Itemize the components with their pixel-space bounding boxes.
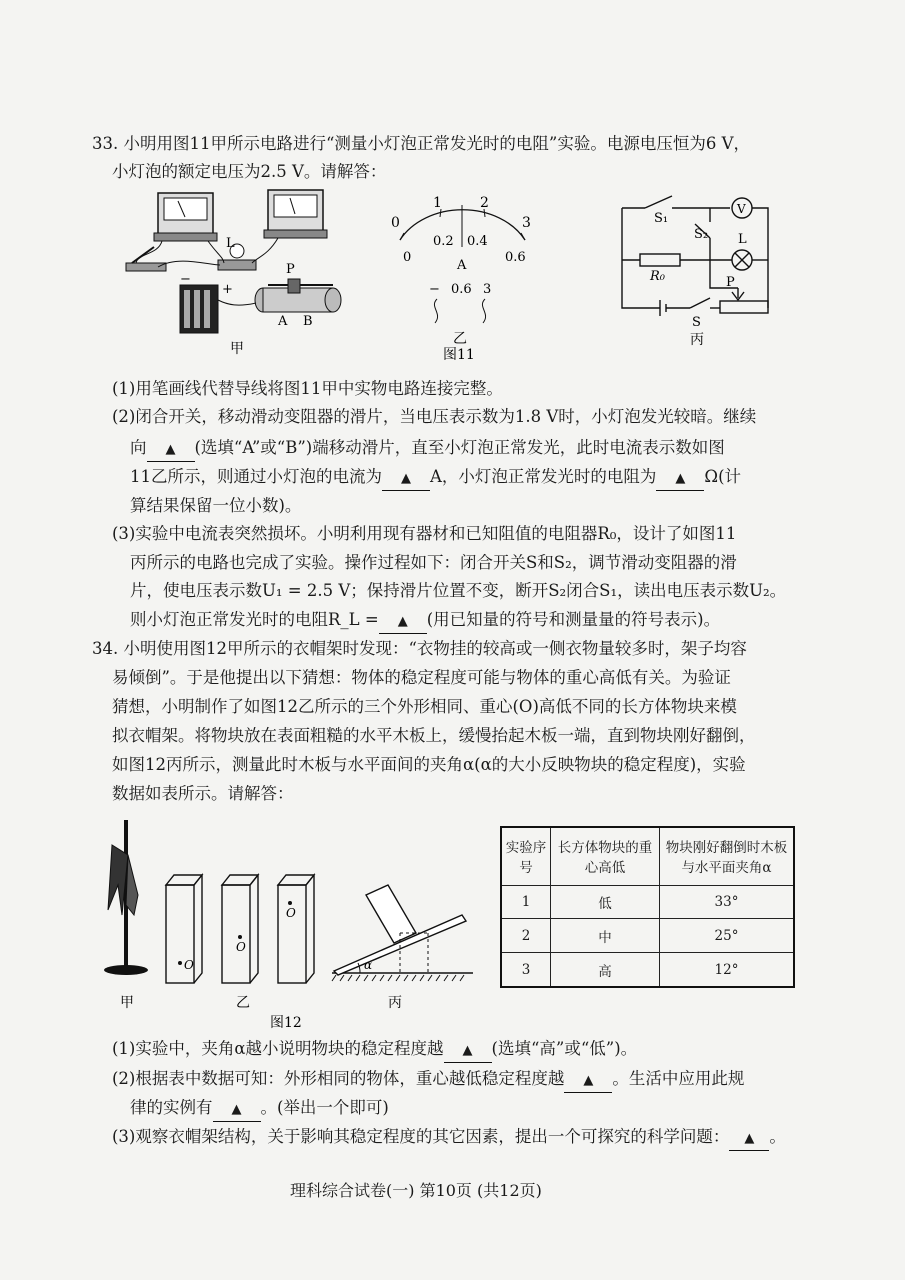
q34-blank-3[interactable] [213, 1097, 261, 1122]
blank-mark: ▲ [231, 1102, 242, 1117]
fig12-bing-label: 丙 [388, 995, 402, 1011]
label-A: A [278, 314, 288, 329]
q34-p1-post: (选填“高”或“低”)。 [491, 1039, 638, 1058]
q33-blank-3[interactable] [656, 466, 704, 491]
q34-p2 [112, 1068, 744, 1093]
rheostat-device [255, 279, 341, 312]
coat-rack [104, 820, 148, 975]
table-cell: 12° [660, 953, 795, 987]
table-row [501, 919, 794, 953]
header-cell: 物块刚好翻倒时木板与水平面夹角α [660, 827, 795, 885]
q33-p2c-pre: 11乙所示，则通过小灯泡的电流为 [130, 467, 382, 486]
block-1-O: O [184, 958, 194, 972]
dial-bottom-1: 0.2 [433, 234, 454, 249]
q33-p3d-pre: 则小灯泡正常发光时的电阻R_L = [130, 610, 379, 629]
table-cell: 高 [551, 953, 660, 987]
q34-p3-post: 。 [769, 1127, 786, 1146]
fig11-yi-label: 乙 [453, 331, 467, 347]
voltmeter-device [154, 193, 217, 241]
q33-line-2: 小灯泡的额定电压为2.5 V。请解答： [112, 162, 387, 181]
terminal-0.6: 0.6 [451, 282, 472, 297]
q33-p3d-post: (用已知量的符号和测量量的符号表示)。 [426, 610, 721, 629]
q33-blank-1[interactable] [147, 437, 195, 462]
q34-line-6: 数据如表所示。请解答： [112, 784, 294, 803]
dial-top-2: 2 [480, 195, 489, 211]
bulb-device [218, 244, 256, 270]
q34-blank-2[interactable] [564, 1068, 612, 1093]
q34-blank-4[interactable] [729, 1126, 769, 1151]
label-S: S [692, 315, 701, 330]
figure-11-jia [118, 185, 368, 360]
blank-mark: ▲ [401, 471, 411, 486]
block-2-O: O [236, 940, 246, 954]
blank-mark: ▲ [744, 1131, 755, 1146]
figure-11-yi [385, 195, 535, 360]
q33-p2b [130, 437, 725, 462]
q34-line-5: 如图12丙所示，测量此时木板与水平面间的夹角α(α的大小反映物块的稳定程度)，实验 [112, 755, 746, 774]
table-cell: 2 [501, 919, 551, 953]
label-P-circuit: P [726, 275, 735, 290]
q33-p3a: (3)实验中电流表突然损坏。小明利用现有器材和已知阻值的电阻器R₀，设计了如图11 [112, 524, 737, 543]
ammeter-device [264, 190, 327, 238]
page-footer: 理科综合试卷(一) 第10页 (共12页) [290, 1181, 542, 1200]
table-cell: 1 [501, 885, 551, 919]
label-R0: R₀ [650, 269, 665, 284]
blank-mark: ▲ [675, 471, 686, 486]
blank-mark: ▲ [165, 442, 176, 457]
fig12-title: 图12 [270, 1015, 302, 1031]
label-P: P [286, 262, 295, 277]
q33-p2c [130, 466, 741, 491]
q34-line-1: 34. 小明使用图12甲所示的衣帽架时发现：“衣物挂的较高或一侧衣物量较多时，架子均容 [92, 639, 747, 658]
figure-12 [98, 815, 483, 1033]
q34-line-3: 猜想，小明制作了如图12乙所示的三个外形相同、重心(O)高低不同的长方体物块来模 [112, 697, 737, 716]
dial-bottom-3: 0.6 [505, 250, 526, 265]
label-B: B [303, 314, 313, 329]
dial-top-3: 3 [522, 215, 531, 231]
blank-mark: ▲ [462, 1043, 473, 1058]
q33-p3b: 丙所示的电路也完成了实验。操作过程如下：闭合开关S和S₂，调节滑动变阻器的滑 [130, 553, 737, 572]
dial-top-1: 1 [433, 195, 442, 211]
header-cell: 实验序号 [501, 827, 551, 885]
q34-blank-1[interactable] [444, 1038, 492, 1063]
label-L: L [226, 236, 235, 251]
q34-p3-pre: (3)观察衣帽架结构，关于影响其稳定程度的其它因素，提出一个可探究的科学问题： [112, 1127, 730, 1146]
table-row [501, 953, 794, 987]
q33-p1: (1)用笔画线代替导线将图11甲中实物电路连接完整。 [112, 379, 503, 398]
table-row [501, 885, 794, 919]
dial-bottom-0: 0 [403, 250, 412, 265]
label-V: V [737, 202, 746, 216]
fig11-jia-label: 甲 [230, 341, 244, 357]
q33-blank-4[interactable] [379, 609, 427, 634]
dial-unit: A [457, 258, 467, 273]
block-3-O: O [286, 906, 296, 920]
label-S1: S₁ [654, 211, 669, 226]
q33-p2b-post: (选填“A”或“B”)端移动滑片，直至小灯泡正常发光，此时电流表示数如图 [194, 438, 725, 457]
figure-11-bing [610, 188, 780, 350]
fig11-bing-label: 丙 [690, 332, 704, 348]
switch-device [126, 247, 166, 271]
q34-p2b-pre: 律的实例有 [130, 1098, 213, 1117]
table-header-row [501, 827, 794, 885]
q33-p2c-mid: A，小灯泡正常发光时的电阻为 [430, 467, 657, 486]
data-table [500, 826, 795, 988]
label-L-circuit: L [738, 232, 747, 247]
q33-p3c: 片，使电压表示数U₁ = 2.5 V；保持滑片位置不变，断开S₂闭合S₁，读出电压表示数U₂。 [130, 581, 787, 600]
blank-mark: ▲ [397, 614, 408, 629]
q34-line-4: 拟衣帽架。将物块放在表面粗糙的水平木板上，缓慢抬起木板一端，直到物块刚好翻倒， [112, 726, 756, 745]
fig11-title: 图11 [443, 347, 475, 360]
table-cell: 25° [660, 919, 795, 953]
q33-p2b-pre: 向 [130, 438, 147, 457]
terminal-3: 3 [483, 282, 492, 297]
q33-p2c-post: Ω(计 [704, 467, 742, 486]
q34-p2-pre: (2)根据表中数据可知：外形相同的物体，重心越低稳定程度越 [112, 1069, 565, 1088]
q33-p2a: (2)闭合开关，移动滑动变阻器的滑片，当电压表示数为1.8 V时，小灯泡发光较暗。继续 [112, 407, 757, 426]
fig12-yi-label: 乙 [236, 995, 250, 1011]
label-minus: − [180, 272, 191, 287]
tilt-setup [332, 885, 473, 981]
battery-device [180, 285, 218, 333]
q33-blank-2[interactable] [382, 466, 430, 491]
fig12-jia-label: 甲 [120, 995, 134, 1011]
table-cell: 33° [660, 885, 795, 919]
dial-bottom-2: 0.4 [467, 234, 488, 249]
q34-p2b [130, 1097, 389, 1122]
q33-p3d [130, 609, 720, 634]
blank-mark: ▲ [583, 1073, 594, 1088]
q34-p2b-post: 。(举出一个即可) [260, 1098, 389, 1117]
table-cell: 3 [501, 953, 551, 987]
q33-line-1: 33. 小明用图11甲所示电路进行“测量小灯泡正常发光时的电阻”实验。电源电压恒为6 V， [92, 134, 751, 153]
q34-p3 [112, 1126, 786, 1151]
label-plus: + [222, 282, 233, 297]
label-S2: S₂ [694, 227, 709, 242]
q34-p1-pre: (1)实验中，夹角α越小说明物块的稳定程度越 [112, 1039, 444, 1058]
q33-p2d: 算结果保留一位小数)。 [130, 496, 302, 515]
terminal-minus: − [429, 282, 440, 297]
header-cell: 长方体物块的重心高低 [551, 827, 660, 885]
q34-line-2: 易倾倒”。于是他提出以下猜想：物体的稳定程度可能与物体的重心高低有关。为验证 [112, 668, 731, 687]
angle-alpha: α [364, 958, 373, 972]
table-cell: 低 [551, 885, 660, 919]
q34-p1 [112, 1038, 637, 1063]
table-cell: 中 [551, 919, 660, 953]
dial-top-0: 0 [391, 215, 400, 231]
q34-p2-post: 。生活中应用此规 [612, 1069, 745, 1088]
